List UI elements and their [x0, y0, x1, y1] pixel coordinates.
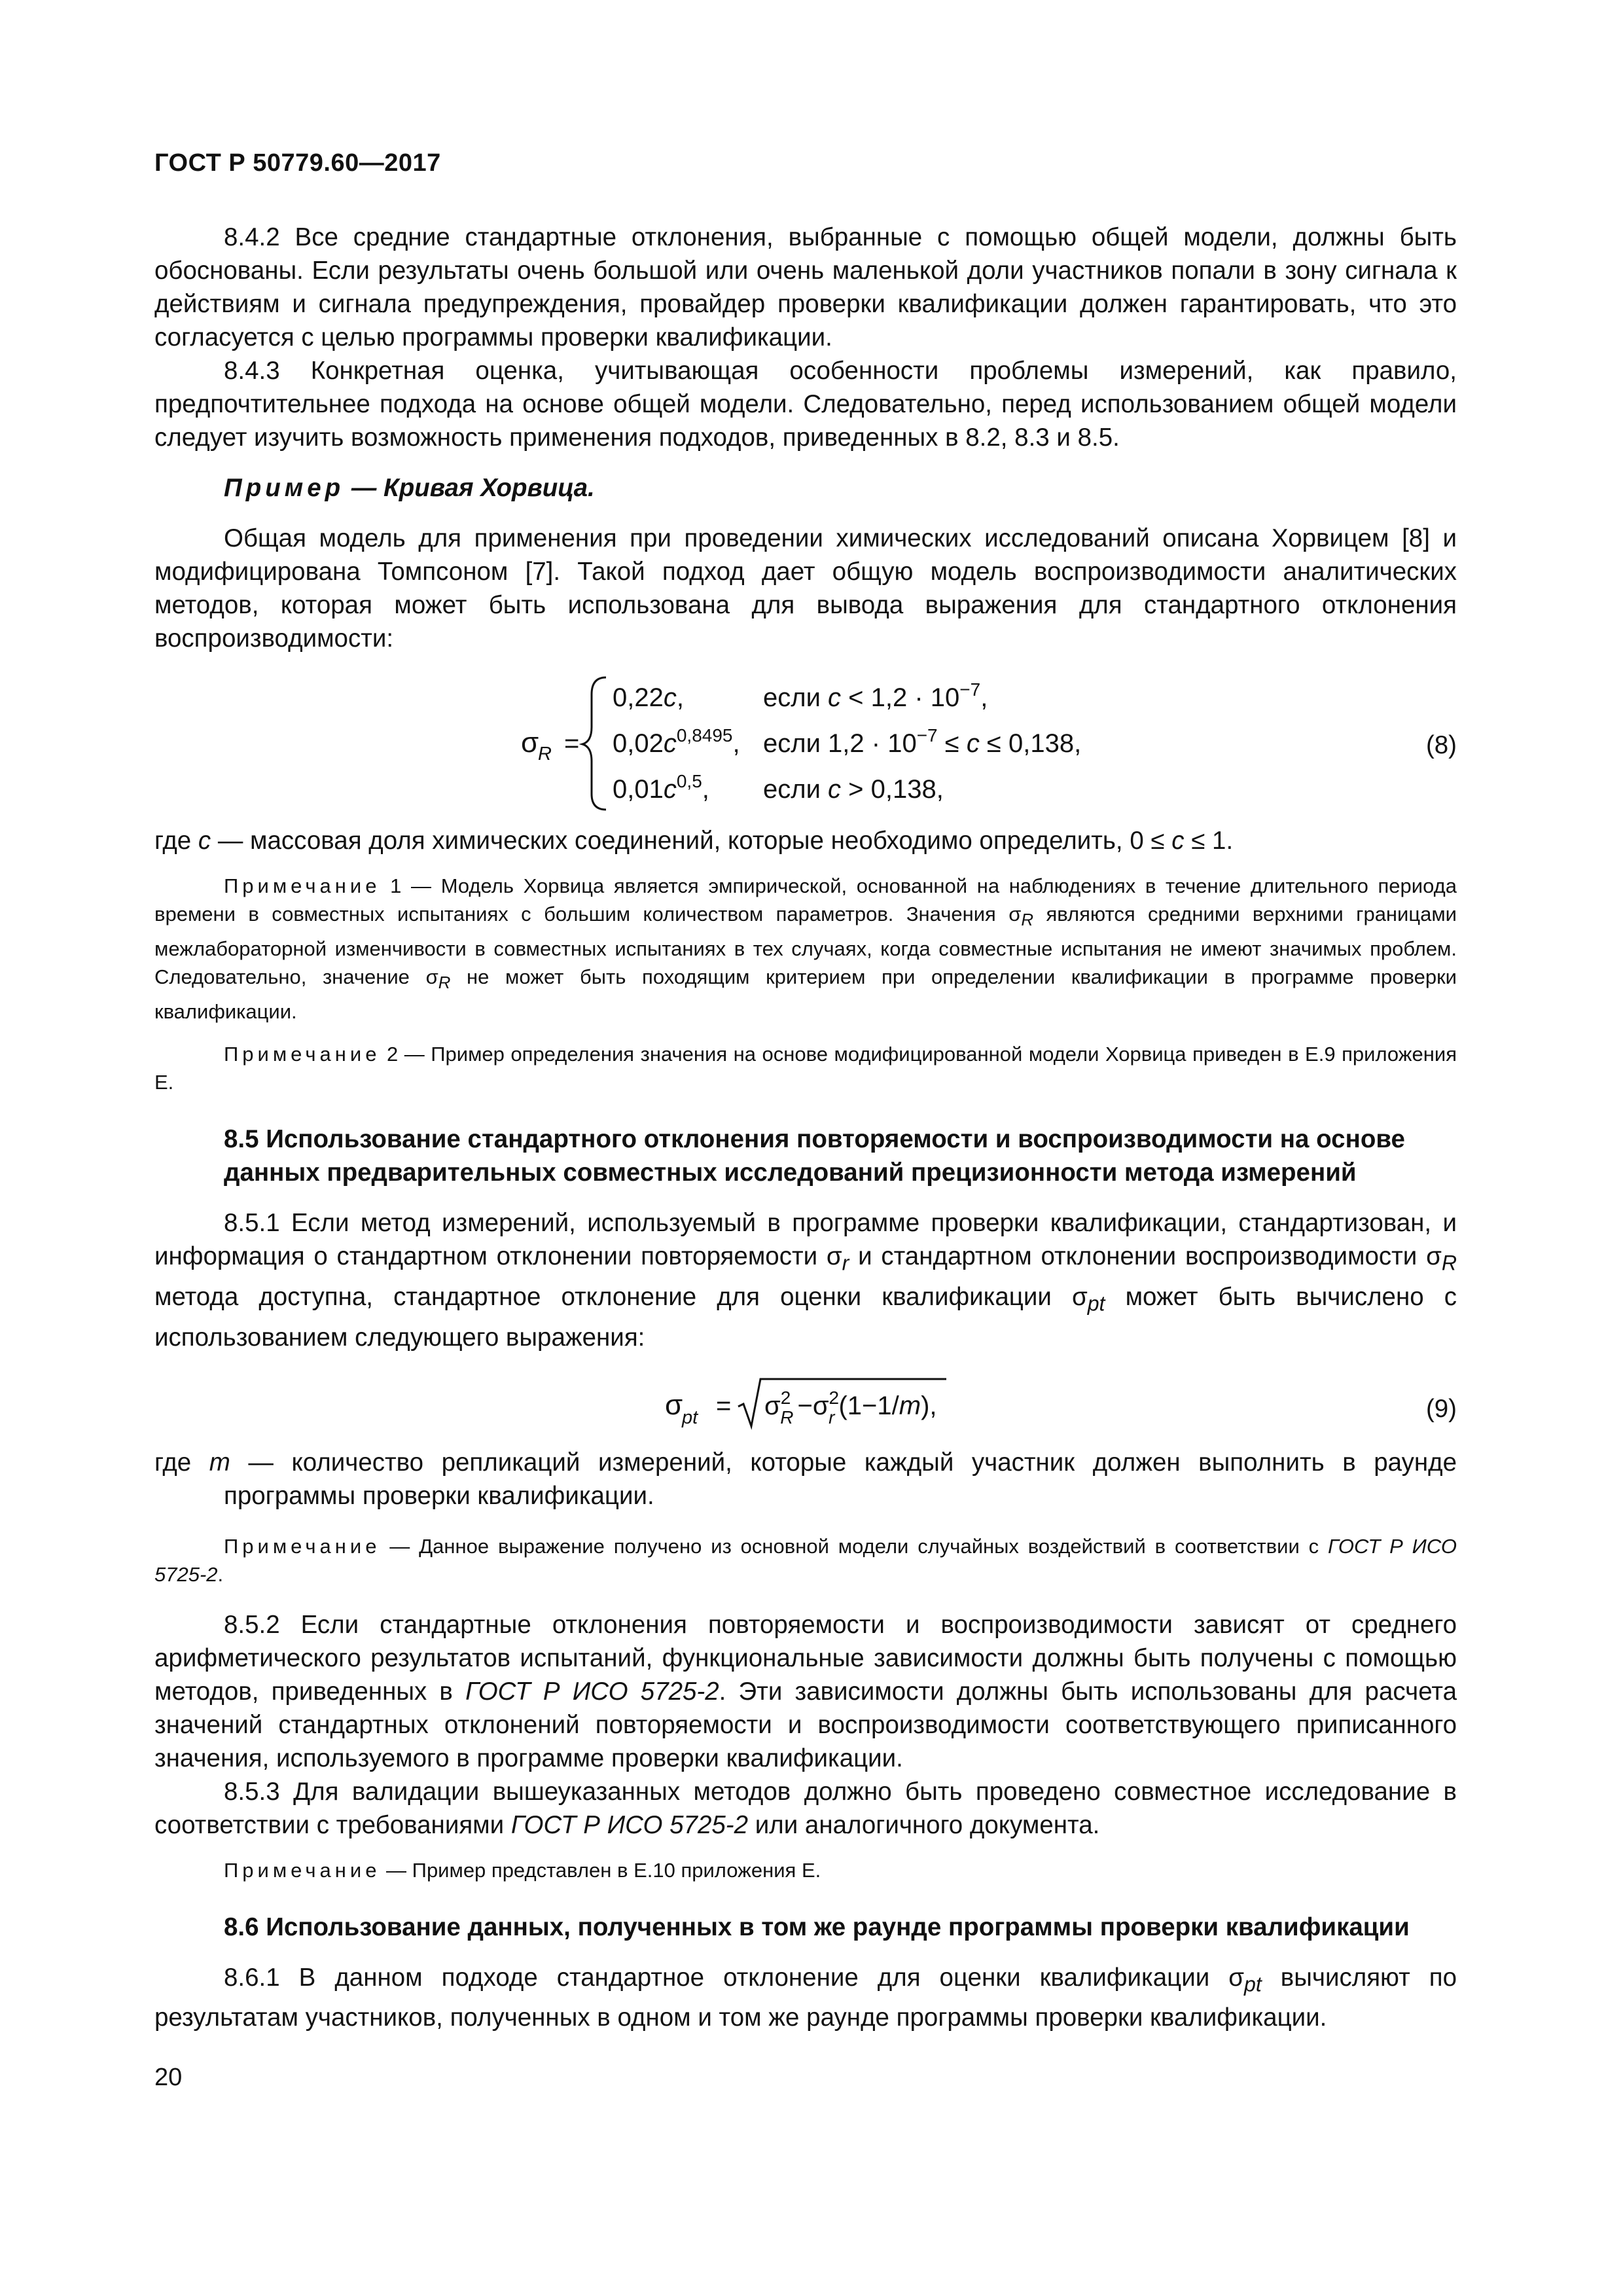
formula8-eq: = [564, 729, 580, 758]
formula8-lhs-sub: R [538, 744, 552, 764]
paragraph-8-5-2: 8.5.2 Если стандартные отклонения повторяемости и воспроизводимости зависят от среднего арифметического результатов испытаний, функциональные зависимости должны быть получены с помощью методов, приведенных в ГОСТ Р ИСО 5725-2. Эти зависимости должны быть использованы для расчета значений стандартных отклонений повторяемости и воспроизводимости соответствующего приписанного значения, используемого в программе проверки квалификации. [154, 1610, 1457, 1772]
formula8-case1-cond: если $c < 1,2 \cdot 10^{-7}$, [763, 679, 988, 712]
formula9-eq: = [716, 1391, 732, 1420]
formula8-case2-expr: $0,02c^{0,8495}$, [613, 725, 740, 758]
paragraph-8-5-1: 8.5.1 Если метод измерений, используемый в программе проверки квалификации, стандартизован, и информация о стандартном отклонении повторяемости $\sigma_r$ и стандартном отклонении воспроизводимости $\sigma_R$ метода доступна, стандартное отклонение для оценки квалификации $\sigma_{pt}$ может быть вычислено с использованием следующего выражения: [154, 1209, 1457, 1352]
formula-8 [154, 655, 1457, 812]
formula8-case3-expr: $0,01c^{0,5}$, [613, 771, 709, 804]
formula-8-number: (8) [1425, 731, 1457, 759]
paragraph-8-4-3: 8.4.3 Конкретная оценка, учитывающая особенности проблемы измерений, как правило, предпочтительнее подхода на основе общей модели. Следовательно, перед использованием общей модели следует изучить возможность применения подходов, приведенных в 8.2, 8.3 и 8.5. [154, 357, 1457, 452]
formula-9 [154, 1367, 1457, 1446]
formula-9-graphic [154, 1367, 1457, 1446]
note-2: Примечание 2 — Пример определения значения на основе модифицированной модели Хорвица приведен в Е.9 приложения Е. [154, 1043, 1457, 1094]
page-body [154, 221, 1457, 2034]
page-number: 20 [154, 2064, 183, 2091]
formula8-brace [582, 677, 606, 810]
formula9-lhs-sub: pt [682, 1407, 698, 1428]
formula8-case1-expr: 0,22c, [613, 683, 684, 712]
example-label: Пример [224, 474, 345, 502]
formula9-radicand: $\sigma^2$ $R -\sigma^2$ r (1−1/m), [764, 1387, 937, 1427]
note-3: Примечание — Данное выражение получено из основной модели случайных воздействий в соответствии с ГОСТ Р ИСО 5725-2. [154, 1534, 1457, 1586]
example-text: — Кривая Хорвица. [344, 474, 595, 502]
where-m: где m — количество репликаций измерений, которые каждый участник должен выполнить в раунде программы проверки квалификации. [154, 1448, 1457, 1510]
note-4: Примечание — Пример представлен в Е.10 приложения Е. [224, 1858, 821, 1882]
paragraph-8-5-3: 8.5.3 Для валидации вышеуказанных методов должно быть проведено совместное исследование в соответствии с требованиями ГОСТ Р ИСО 5725-2 или аналогичного документа. [154, 1777, 1457, 1839]
heading-8-6: 8.6 Использование данных, полученных в том же раунде программы проверки квалификации [224, 1912, 1410, 1941]
formula-8-graphic [154, 655, 1457, 812]
formula8-case3-cond: если c > 0,138, [763, 775, 944, 804]
document-header: ГОСТ Р 50779.60—2017 [154, 149, 441, 177]
paragraph-8-6-1: 8.6.1 В данном подходе стандартное отклонение для оценки квалификации $\sigma_{pt}$ вычисляют по результатам участников, полученных в одном и том же раунде программы проверки квалификации. [154, 1963, 1457, 2032]
formula9-lhs: σ [665, 1388, 683, 1421]
paragraph-general-model: Общая модель для применения при проведении химических исследований описана Хорвицем [8] и модифицирована Томпсоном [7]. Такой подход дает общую модель воспроизводимости аналитических методов, которая может быть использована для вывода выражения для стандартного отклонения воспроизводимости: [154, 524, 1457, 653]
heading-8-5: 8.5 Использование стандартного отклонения повторяемости и воспроизводимости на основе данных предварительных совместных исследований прецизионности метода измерений [224, 1125, 1405, 1187]
paragraph-8-4-2: 8.4.2 Все средние стандартные отклонения, выбранные с помощью общей модели, должны быть обоснованы. Если результаты очень большой или очень маленькой доли участников попали в зону сигнала к действиям и сигнала предупреждения, провайдер проверки квалификации должен гарантировать, что это согласуется с целью программы проверки квалификации. [154, 223, 1457, 351]
formula8-lhs: σ [521, 726, 539, 759]
formula8-case2-cond: если $1,2 \cdot 10^{-7} \le c \le 0,138$, [763, 725, 1082, 758]
where-c: где c — массовая доля химических соединений, которые необходимо определить, 0 ≤ c ≤ 1. [154, 827, 1234, 855]
formula-9-number: (9) [1425, 1394, 1457, 1423]
example-line [154, 471, 1457, 505]
note-1: Примечание 1 — Модель Хорвица является эмпирической, основанной на наблюдениях в течение длительного периода времени в совместных испытаниях с большим количеством параметров. Значения $\sigma_R$ являются средними верхними границами межлабораторной изменчивости в совместных испытаниях в тех случаях, когда совместные испытания не имеют значимых проблем. Следовательно, значение $\sigma_R$ не может быть походящим критерием при определении квалификации в программе проверки квалификации. [154, 874, 1457, 1024]
